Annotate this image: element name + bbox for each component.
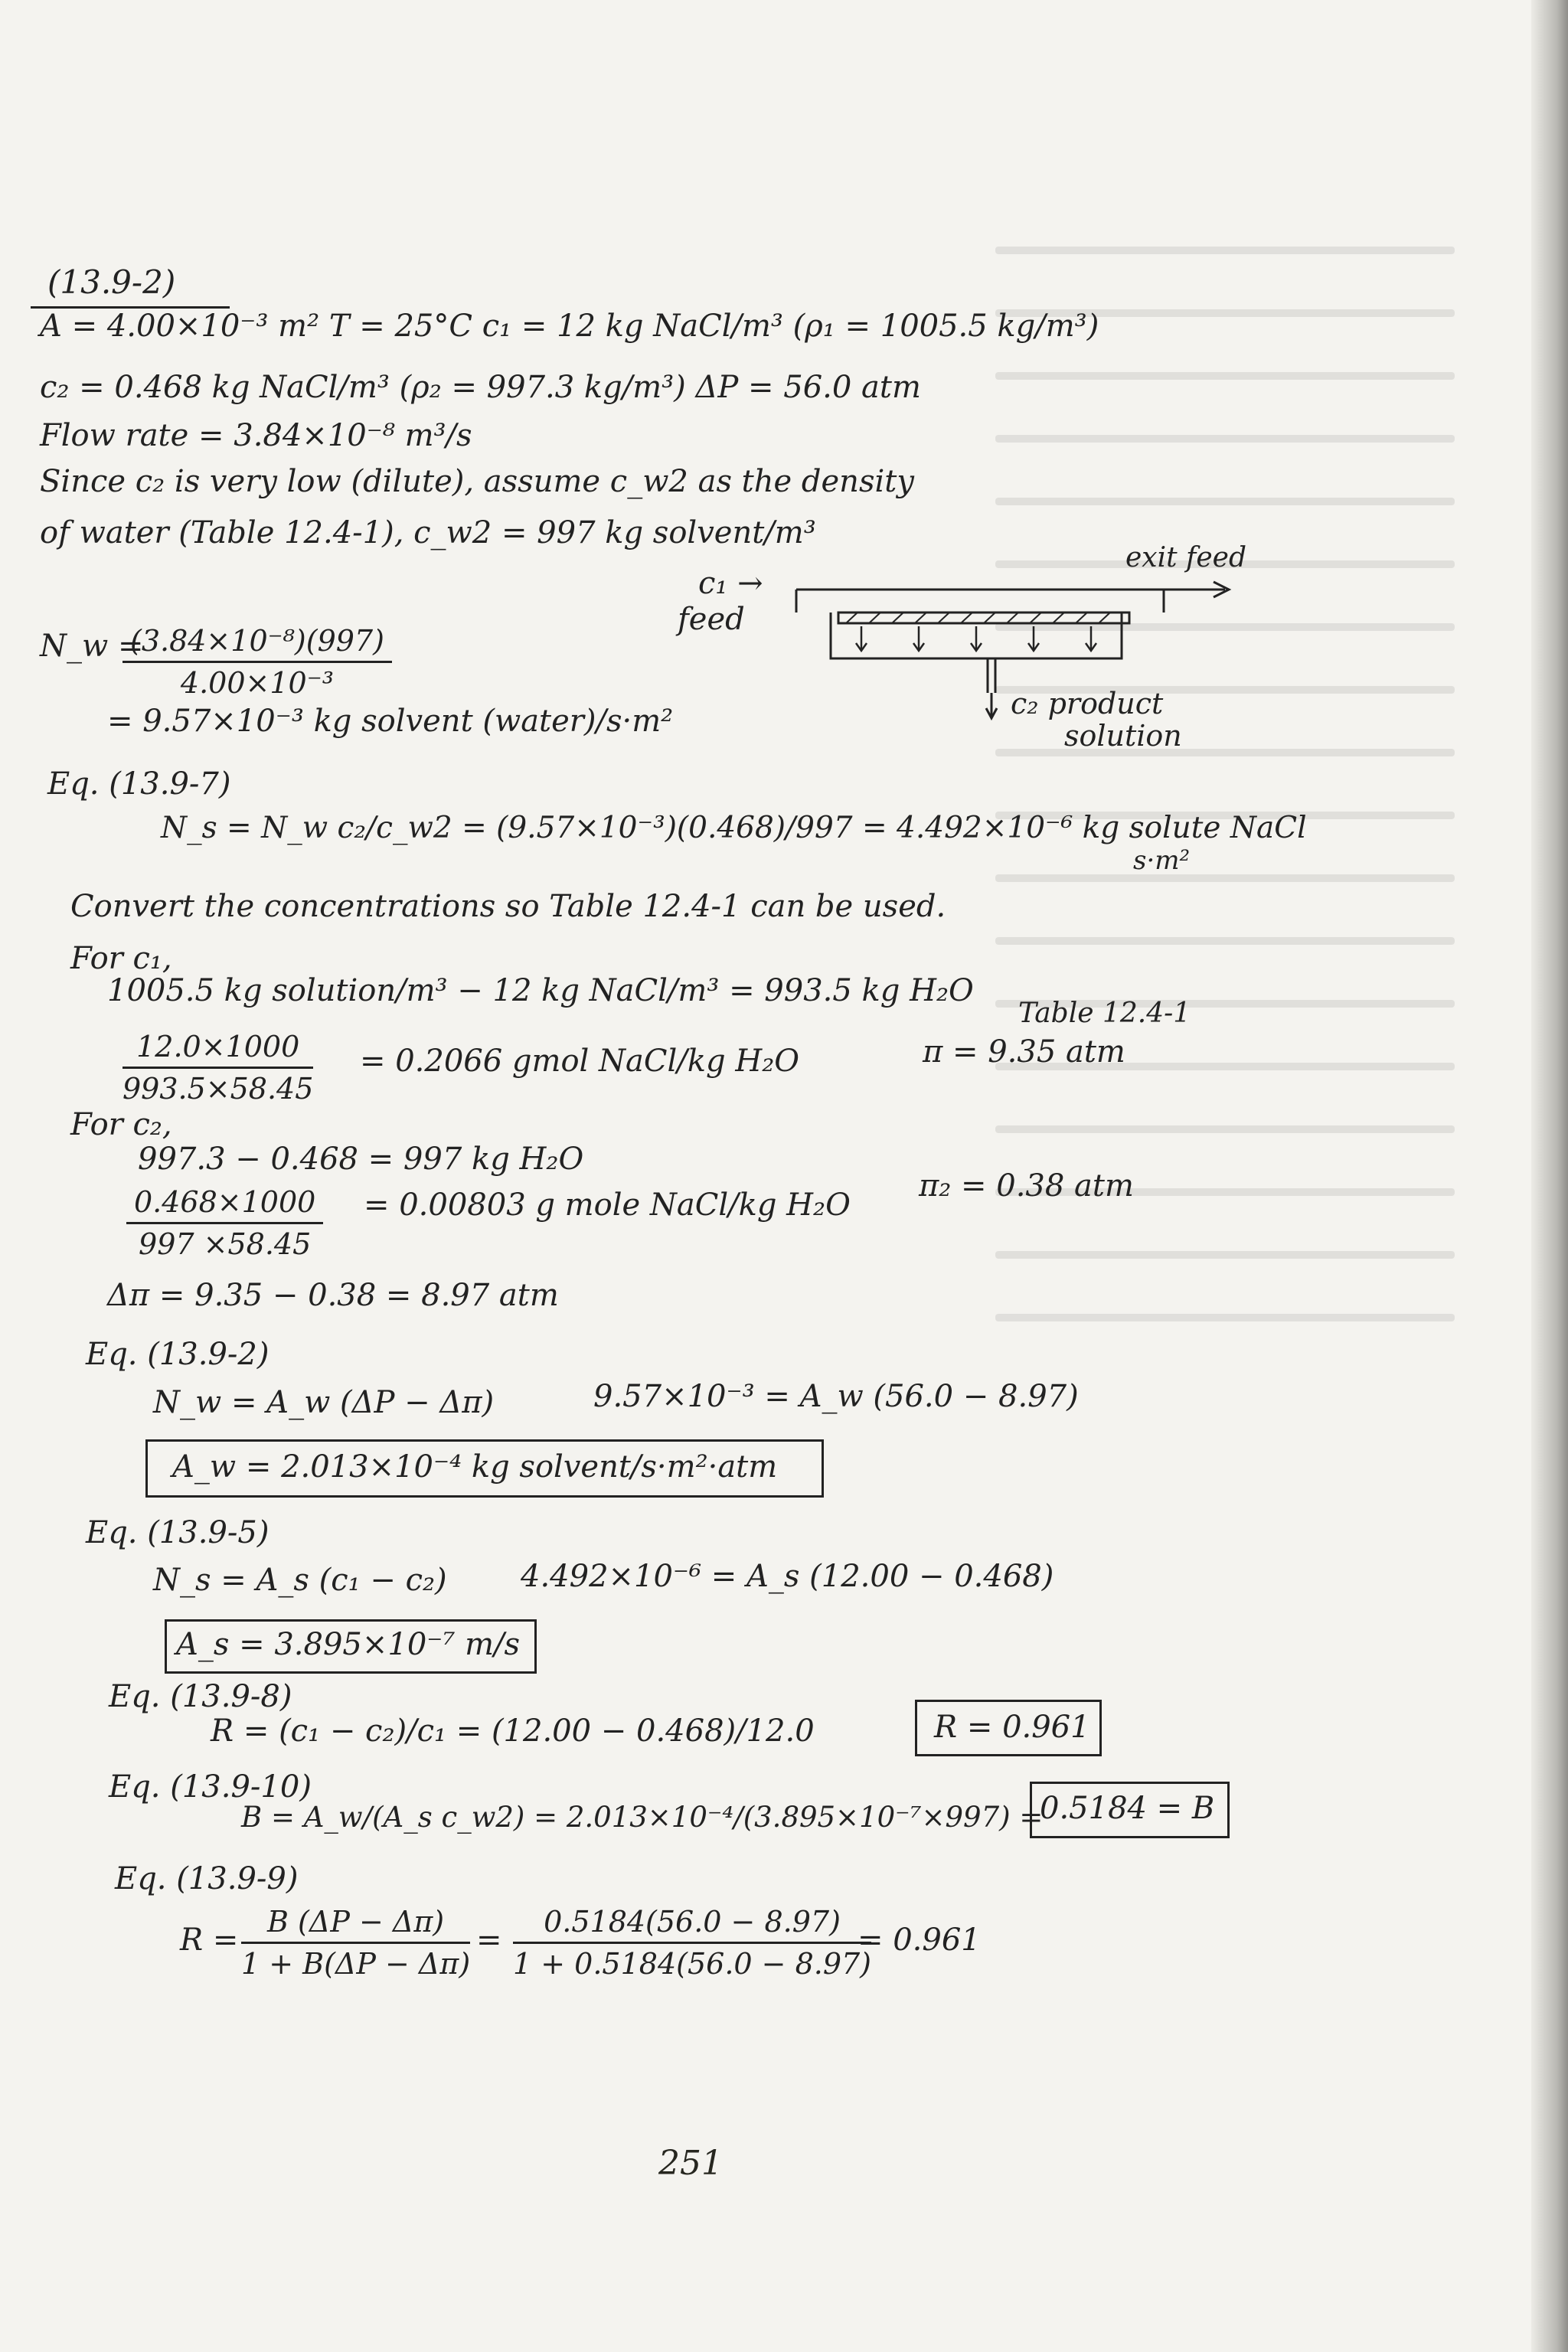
page-edge-shadow: [1531, 0, 1568, 2352]
eq8-label: Eq. (13.9-8): [109, 1679, 292, 1714]
flow-rate: Flow rate = 3.84×10⁻⁸ m³/s: [40, 418, 472, 453]
delta-pi: Δπ = 9.35 − 0.38 = 8.97 atm: [107, 1278, 559, 1313]
eq5-substituted: 4.492×10⁻⁶ = A_s (12.00 − 0.468): [521, 1559, 1054, 1594]
eq9-numerator-2: 0.5184(56.0 − 8.97): [513, 1905, 871, 1944]
c1-denominator: 993.5×58.45: [122, 1072, 314, 1106]
c2-result: = 0.00803 g mole NaCl/kg H₂O: [364, 1187, 851, 1223]
c1-result: = 0.2066 gmol NaCl/kg H₂O: [360, 1044, 800, 1079]
eq10-formula: B = A_w/(A_s c_w2) = 2.013×10⁻⁴/(3.895×10⁻⁷×997) =: [241, 1801, 1044, 1834]
eq2-substituted: 9.57×10⁻³ = A_w (56.0 − 8.97): [593, 1379, 1079, 1414]
eq2-label: Eq. (13.9-2): [86, 1337, 270, 1372]
eq5-label: Eq. (13.9-5): [86, 1515, 270, 1550]
eq9-fraction-2: [513, 1905, 871, 1981]
nw-denominator: 4.00×10⁻³: [180, 666, 335, 700]
nw-result: = 9.57×10⁻³ kg solvent (water)/s·m²: [107, 704, 674, 739]
eq7-units: s·m²: [1133, 845, 1191, 876]
c1-fraction: [122, 1030, 313, 1106]
eq5-formula: N_s = A_s (c₁ − c₂): [153, 1563, 447, 1598]
page-number: 251: [658, 2144, 723, 2183]
assumption-line-2: of water (Table 12.4-1), c_w2 = 997 kg solvent/m³: [40, 515, 816, 550]
problem-id: (13.9-2): [47, 263, 176, 301]
assumption-line-1: Since c₂ is very low (dilute), assume c_w2 as the density: [40, 464, 914, 499]
diagram-exit-label: exit feed: [1125, 542, 1247, 573]
for-c2: For c₂,: [70, 1107, 172, 1142]
c2-fraction: [126, 1185, 323, 1261]
diagram-feed-label: feed: [678, 602, 745, 637]
c1-table: Table 12.4-1: [1018, 998, 1191, 1029]
diagram-c2-label: c₂ product: [1011, 687, 1164, 720]
eq9-denominator-2: 1 + 0.5184(56.0 − 8.97): [513, 1947, 872, 1981]
nw-lhs: N_w =: [40, 629, 144, 664]
given-line-2: c₂ = 0.468 kg NaCl/m³ (ρ₂ = 997.3 kg/m³) ΔP = 56.0 atm: [40, 370, 921, 405]
eq9-lhs: R =: [180, 1922, 239, 1958]
membrane-diagram: [689, 559, 1271, 758]
c1-line: 1005.5 kg solution/m³ − 12 kg NaCl/m³ = 993.5 kg H₂O: [107, 973, 974, 1008]
eq9-denominator-1: 1 + B(ΔP − Δπ): [241, 1947, 471, 1981]
eq7-label: Eq. (13.9-7): [47, 766, 231, 802]
eq10-label: Eq. (13.9-10): [109, 1769, 312, 1805]
pi1: π = 9.35 atm: [923, 1034, 1125, 1070]
eq2-formula: N_w = A_w (ΔP − Δπ): [153, 1385, 495, 1420]
nw-numerator: (3.84×10⁻⁸)(997): [122, 624, 392, 663]
eq5-answer: A_s = 3.895×10⁻⁷ m/s: [176, 1627, 521, 1662]
nw-fraction: [122, 624, 392, 700]
for-c1: For c₁,: [70, 941, 172, 976]
eq7-line: N_s = N_w c₂/c_w2 = (9.57×10⁻³)(0.468)/997 = 4.492×10⁻⁶ kg solute NaCl: [161, 811, 1307, 845]
c1-numerator: 12.0×1000: [122, 1030, 313, 1069]
eq9-fraction-1: [241, 1905, 470, 1981]
eq10-answer: 0.5184 = B: [1040, 1791, 1215, 1826]
convert-text: Convert the concentrations so Table 12.4-1 can be used.: [70, 889, 946, 924]
eq9-result: = 0.961: [858, 1922, 981, 1958]
eq9-label: Eq. (13.9-9): [115, 1861, 299, 1896]
c2-denominator: 997 ×58.45: [139, 1227, 312, 1261]
given-line-1: A = 4.00×10⁻³ m² T = 25°C c₁ = 12 kg NaCl/m³ (ρ₁ = 1005.5 kg/m³): [40, 309, 1099, 344]
c2-line: 997.3 − 0.468 = 997 kg H₂O: [138, 1142, 584, 1177]
eq9-numerator-1: B (ΔP − Δπ): [241, 1905, 470, 1944]
eq8-formula: R = (c₁ − c₂)/c₁ = (12.00 − 0.468)/12.0: [211, 1713, 815, 1749]
eq2-answer: A_w = 2.013×10⁻⁴ kg solvent/s·m²·atm: [172, 1449, 778, 1485]
eq9-equals: =: [476, 1922, 502, 1958]
c2-numerator: 0.468×1000: [126, 1185, 323, 1224]
diagram-c1-label: c₁ →: [698, 566, 763, 601]
pi2: π₂ = 0.38 atm: [919, 1168, 1134, 1204]
diagram-solution-label: solution: [1064, 719, 1182, 753]
eq8-answer: R = 0.961: [934, 1710, 1090, 1745]
